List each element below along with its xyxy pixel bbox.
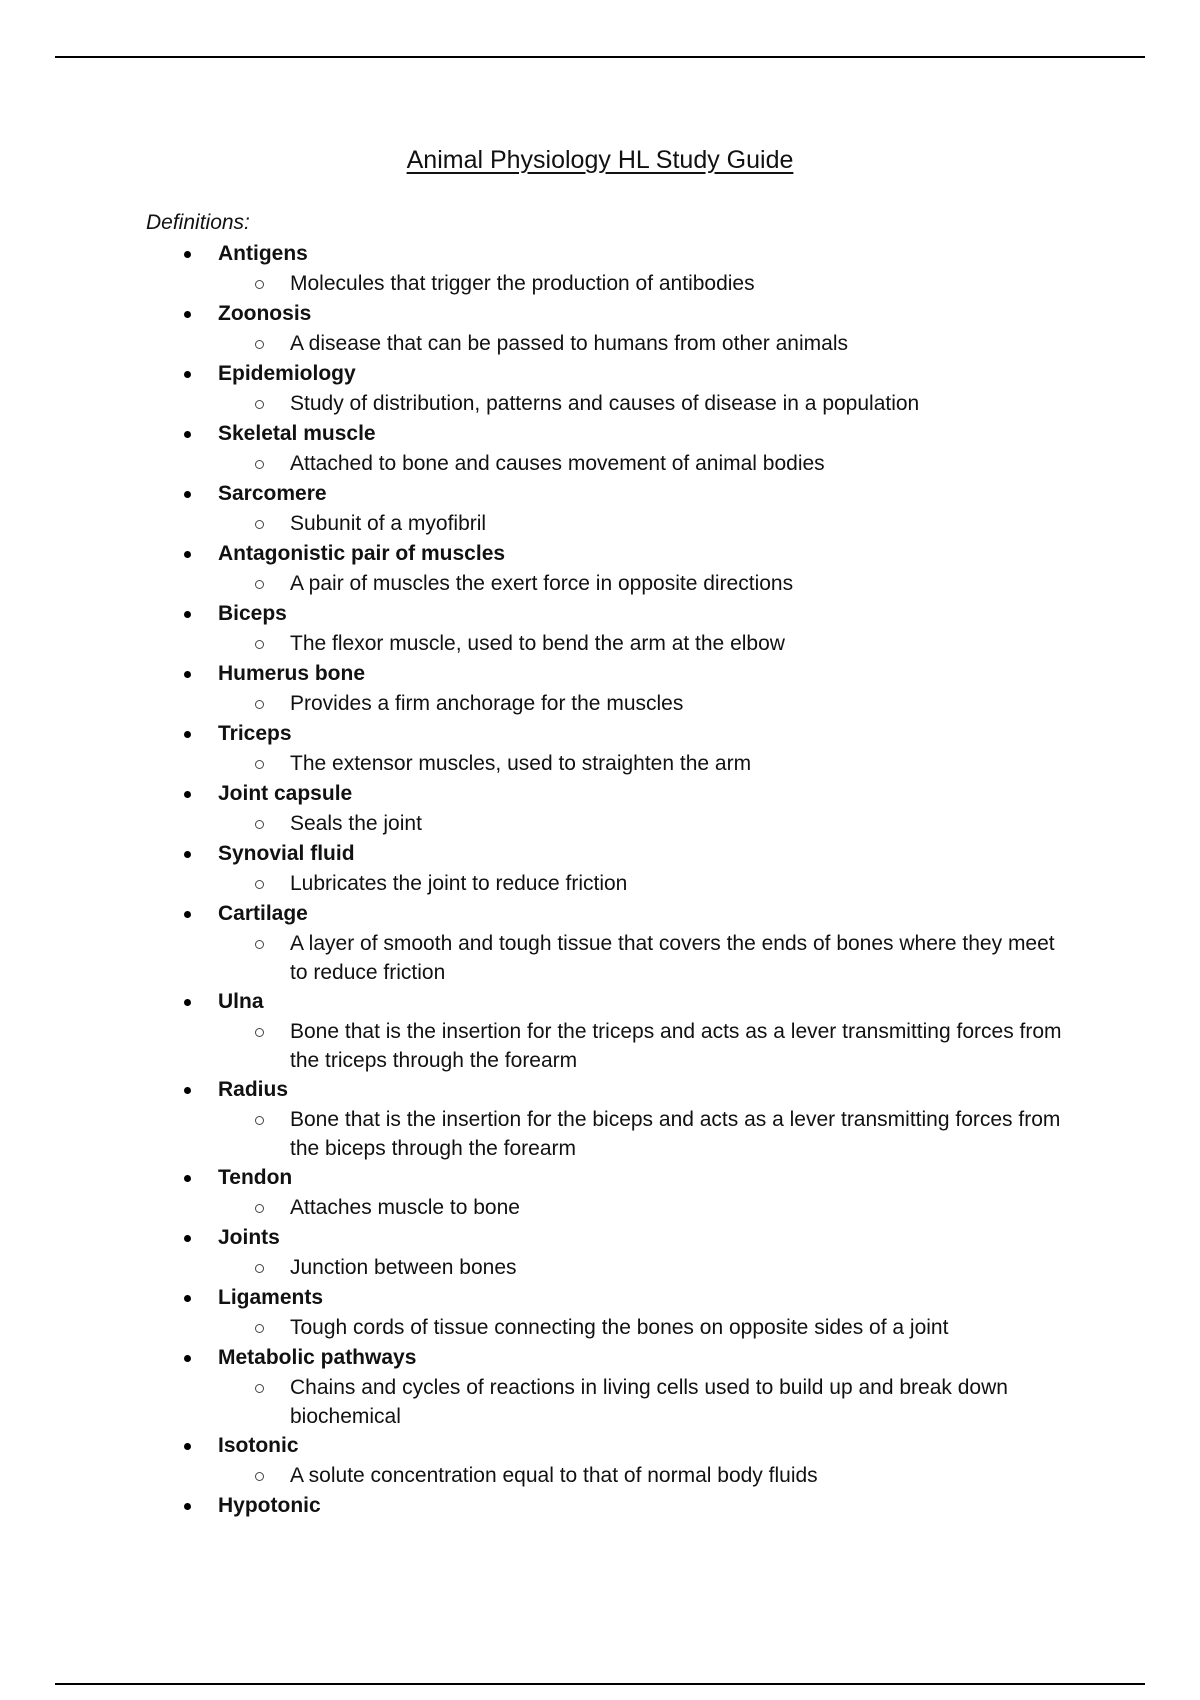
list-item — [0, 479, 1200, 539]
list-item — [0, 539, 1200, 599]
definition: A disease that can be passed to humans from other animals — [0, 329, 1200, 359]
list-item — [0, 1343, 1200, 1431]
definition: Junction between bones — [0, 1253, 1200, 1283]
term: Ligaments — [0, 1283, 1200, 1313]
term: Joints — [0, 1223, 1200, 1253]
list-item — [0, 359, 1200, 419]
list-item — [0, 239, 1200, 299]
definition: Bone that is the insertion for the triceps and acts as a lever transmitting forces from the triceps through the forearm — [0, 1017, 1200, 1075]
term: Antigens — [0, 239, 1200, 269]
list-item — [0, 899, 1200, 987]
footer-rule — [55, 1683, 1145, 1685]
definition: Tough cords of tissue connecting the bones on opposite sides of a joint — [0, 1313, 1200, 1343]
definition: Provides a firm anchorage for the muscles — [0, 689, 1200, 719]
definition: A pair of muscles the exert force in opposite directions — [0, 569, 1200, 599]
list-item — [0, 299, 1200, 359]
list-item — [0, 839, 1200, 899]
term: Synovial fluid — [0, 839, 1200, 869]
term: Metabolic pathways — [0, 1343, 1200, 1373]
term: Radius — [0, 1075, 1200, 1105]
list-item — [0, 1283, 1200, 1343]
term: Sarcomere — [0, 479, 1200, 509]
page-title: Animal Physiology HL Study Guide — [406, 146, 794, 174]
term: Cartilage — [0, 899, 1200, 929]
term: Zoonosis — [0, 299, 1200, 329]
definition: The flexor muscle, used to bend the arm at the elbow — [0, 629, 1200, 659]
definitions-list — [0, 239, 1200, 1521]
term: Tendon — [0, 1163, 1200, 1193]
definition: Molecules that trigger the production of antibodies — [0, 269, 1200, 299]
term: Joint capsule — [0, 779, 1200, 809]
list-item — [0, 987, 1200, 1075]
list-item — [0, 719, 1200, 779]
definition: The extensor muscles, used to straighten the arm — [0, 749, 1200, 779]
list-item — [0, 1163, 1200, 1223]
definition: Study of distribution, patterns and causes of disease in a population — [0, 389, 1200, 419]
term: Skeletal muscle — [0, 419, 1200, 449]
list-item — [0, 1223, 1200, 1283]
term: Epidemiology — [0, 359, 1200, 389]
list-item — [0, 1431, 1200, 1491]
definition: Subunit of a myofibril — [0, 509, 1200, 539]
term: Triceps — [0, 719, 1200, 749]
header-rule — [55, 56, 1145, 58]
list-item — [0, 599, 1200, 659]
definition: Attaches muscle to bone — [0, 1193, 1200, 1223]
definition: Seals the joint — [0, 809, 1200, 839]
definition: Chains and cycles of reactions in living cells used to build up and break down biochemical — [0, 1373, 1200, 1431]
definition: Lubricates the joint to reduce friction — [0, 869, 1200, 899]
list-item — [0, 419, 1200, 479]
definition: A layer of smooth and tough tissue that covers the ends of bones where they meet to reduce friction — [0, 929, 1200, 987]
term: Antagonistic pair of muscles — [0, 539, 1200, 569]
term: Humerus bone — [0, 659, 1200, 689]
definition: Attached to bone and causes movement of animal bodies — [0, 449, 1200, 479]
term: Ulna — [0, 987, 1200, 1017]
section-heading: Definitions: — [146, 211, 250, 234]
term: Isotonic — [0, 1431, 1200, 1461]
list-item — [0, 1075, 1200, 1163]
list-item — [0, 1491, 1200, 1521]
list-item — [0, 659, 1200, 719]
definition: A solute concentration equal to that of normal body fluids — [0, 1461, 1200, 1491]
list-item — [0, 779, 1200, 839]
term: Hypotonic — [0, 1491, 1200, 1521]
definition: Bone that is the insertion for the biceps and acts as a lever transmitting forces from the biceps through the forearm — [0, 1105, 1200, 1163]
term: Biceps — [0, 599, 1200, 629]
